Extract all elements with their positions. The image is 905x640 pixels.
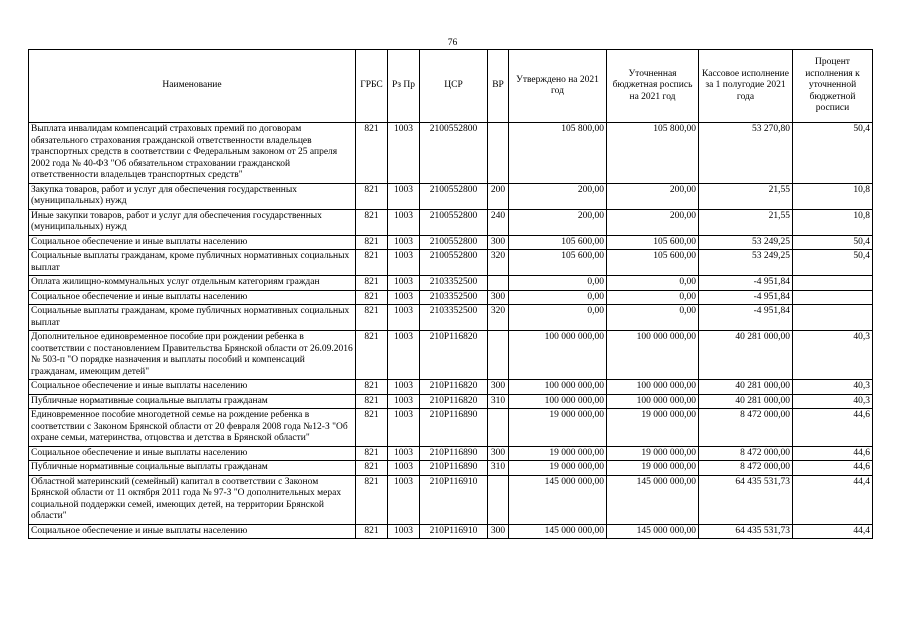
- cell-csr: 210P116820: [420, 394, 488, 409]
- cell-approved: 105 600,00: [509, 250, 607, 276]
- cell-rzpr: 1003: [388, 235, 420, 250]
- cell-approved: 100 000 000,00: [509, 394, 607, 409]
- cell-refined: 19 000 000,00: [607, 446, 699, 461]
- cell-rzpr: 1003: [388, 380, 420, 395]
- cell-cash: 8 472 000,00: [699, 446, 793, 461]
- table-row: [29, 235, 873, 250]
- cell-csr: 210P116910: [420, 524, 488, 539]
- cell-csr: 2103352500: [420, 290, 488, 305]
- cell-cash: 40 281 000,00: [699, 331, 793, 380]
- table-row: [29, 475, 873, 524]
- cell-approved: 0,00: [509, 290, 607, 305]
- table-row: [29, 276, 873, 291]
- cell-vr: [488, 409, 509, 447]
- cell-grbs: 821: [356, 475, 388, 524]
- cell-csr: 210P116890: [420, 461, 488, 476]
- cell-name: Социальное обеспечение и иные выплаты населению: [29, 446, 356, 461]
- table-row: [29, 380, 873, 395]
- cell-cash: 8 472 000,00: [699, 409, 793, 447]
- cell-refined: 0,00: [607, 290, 699, 305]
- cell-name: Социальное обеспечение и иные выплаты населению: [29, 524, 356, 539]
- cell-name: Закупка товаров, работ и услуг для обеспечения государственных (муниципальных) нужд: [29, 183, 356, 209]
- cell-cash: 40 281 000,00: [699, 394, 793, 409]
- cell-rzpr: 1003: [388, 446, 420, 461]
- cell-approved: 145 000 000,00: [509, 475, 607, 524]
- cell-cash: 8 472 000,00: [699, 461, 793, 476]
- cell-name: Дополнительное единовременное пособие при рождении ребенка в соответствии с постановлением Правительства Брянской области от 26.09.2016 № 503-п "О порядке назначения и выплаты пособий и компенсаций гражданам, имеющим детей": [29, 331, 356, 380]
- cell-grbs: 821: [356, 446, 388, 461]
- cell-cash: -4 951,84: [699, 305, 793, 331]
- table-row: [29, 331, 873, 380]
- cell-approved: 19 000 000,00: [509, 461, 607, 476]
- cell-refined: 100 000 000,00: [607, 394, 699, 409]
- cell-approved: 100 000 000,00: [509, 331, 607, 380]
- cell-name: Социальное обеспечение и иные выплаты населению: [29, 290, 356, 305]
- cell-name: Социальные выплаты гражданам, кроме публичных нормативных социальных выплат: [29, 250, 356, 276]
- table-row: [29, 183, 873, 209]
- cell-percent: [793, 276, 873, 291]
- cell-approved: 100 000 000,00: [509, 380, 607, 395]
- cell-percent: 40,3: [793, 394, 873, 409]
- cell-rzpr: 1003: [388, 250, 420, 276]
- cell-vr: [488, 123, 509, 184]
- cell-name: Выплата инвалидам компенсаций страховых премий по договорам обязательного страхования гражданской ответственности владельцев транспортных средств в соответствии с Федеральным законом от 25 апреля 2002 года № 40-ФЗ "Об обязательном страховании гражданской ответственности владельцев транспортных средств": [29, 123, 356, 184]
- table-row: [29, 394, 873, 409]
- cell-csr: 2103352500: [420, 305, 488, 331]
- table-row: [29, 123, 873, 184]
- cell-approved: 19 000 000,00: [509, 446, 607, 461]
- cell-name: Социальное обеспечение и иные выплаты населению: [29, 380, 356, 395]
- cell-csr: 210P116890: [420, 409, 488, 447]
- header-vr: ВР: [488, 50, 509, 123]
- cell-csr: 2100552800: [420, 250, 488, 276]
- cell-csr: 210P116820: [420, 331, 488, 380]
- budget-execution-table: [28, 49, 873, 539]
- cell-refined: 200,00: [607, 183, 699, 209]
- header-cash: Кассовое исполнение за 1 полугодие 2021 года: [699, 50, 793, 123]
- cell-refined: 200,00: [607, 209, 699, 235]
- header-name: Наименование: [29, 50, 356, 123]
- cell-refined: 100 000 000,00: [607, 331, 699, 380]
- cell-grbs: 821: [356, 276, 388, 291]
- cell-rzpr: 1003: [388, 209, 420, 235]
- header-csr: ЦСР: [420, 50, 488, 123]
- cell-refined: 105 600,00: [607, 235, 699, 250]
- cell-refined: 145 000 000,00: [607, 524, 699, 539]
- cell-name: Социальные выплаты гражданам, кроме публичных нормативных социальных выплат: [29, 305, 356, 331]
- cell-vr: 310: [488, 461, 509, 476]
- cell-percent: 44,6: [793, 461, 873, 476]
- cell-refined: 19 000 000,00: [607, 461, 699, 476]
- header-approved: Утверждено на 2021 год: [509, 50, 607, 123]
- cell-rzpr: 1003: [388, 183, 420, 209]
- cell-vr: 300: [488, 290, 509, 305]
- cell-grbs: 821: [356, 305, 388, 331]
- cell-approved: 145 000 000,00: [509, 524, 607, 539]
- cell-refined: 19 000 000,00: [607, 409, 699, 447]
- cell-rzpr: 1003: [388, 475, 420, 524]
- cell-grbs: 821: [356, 183, 388, 209]
- table-row: [29, 305, 873, 331]
- cell-name: Публичные нормативные социальные выплаты гражданам: [29, 461, 356, 476]
- cell-vr: [488, 331, 509, 380]
- cell-csr: 210P116890: [420, 446, 488, 461]
- cell-cash: -4 951,84: [699, 290, 793, 305]
- cell-vr: 300: [488, 380, 509, 395]
- cell-approved: 0,00: [509, 276, 607, 291]
- cell-refined: 0,00: [607, 305, 699, 331]
- cell-cash: 53 249,25: [699, 250, 793, 276]
- cell-vr: [488, 276, 509, 291]
- cell-name: Оплата жилищно-коммунальных услуг отдельным категориям граждан: [29, 276, 356, 291]
- cell-cash: 64 435 531,73: [699, 475, 793, 524]
- header-grbs: ГРБС: [356, 50, 388, 123]
- cell-cash: 40 281 000,00: [699, 380, 793, 395]
- cell-approved: 0,00: [509, 305, 607, 331]
- cell-vr: 240: [488, 209, 509, 235]
- cell-percent: 40,3: [793, 380, 873, 395]
- cell-refined: 145 000 000,00: [607, 475, 699, 524]
- cell-rzpr: 1003: [388, 461, 420, 476]
- cell-percent: 44,4: [793, 524, 873, 539]
- cell-vr: 320: [488, 305, 509, 331]
- cell-csr: 210P116910: [420, 475, 488, 524]
- cell-refined: 105 800,00: [607, 123, 699, 184]
- header-rzpr: Рз Пр: [388, 50, 420, 123]
- cell-vr: 300: [488, 524, 509, 539]
- table-row: [29, 461, 873, 476]
- cell-approved: 19 000 000,00: [509, 409, 607, 447]
- cell-percent: [793, 290, 873, 305]
- cell-grbs: 821: [356, 380, 388, 395]
- cell-csr: 2100552800: [420, 235, 488, 250]
- cell-grbs: 821: [356, 331, 388, 380]
- cell-grbs: 821: [356, 250, 388, 276]
- cell-name: Публичные нормативные социальные выплаты гражданам: [29, 394, 356, 409]
- cell-grbs: 821: [356, 394, 388, 409]
- cell-percent: 50,4: [793, 250, 873, 276]
- table-row: [29, 409, 873, 447]
- table-row: [29, 250, 873, 276]
- cell-approved: 200,00: [509, 183, 607, 209]
- cell-percent: 44,6: [793, 409, 873, 447]
- cell-name: Иные закупки товаров, работ и услуг для обеспечения государственных (муниципальных) нужд: [29, 209, 356, 235]
- cell-vr: 310: [488, 394, 509, 409]
- cell-name: Единовременное пособие многодетной семье на рождение ребенка в соответствии с Законом Брянской области от 20 февраля 2008 года №12-З "Об охране семьи, материнства, отцовства и детства в Брянской области": [29, 409, 356, 447]
- cell-vr: 320: [488, 250, 509, 276]
- cell-cash: 53 270,80: [699, 123, 793, 184]
- cell-approved: 105 800,00: [509, 123, 607, 184]
- cell-name: Областной материнский (семейный) капитал в соответствии с Законом Брянской области от 11 октября 2011 года № 97-З "О дополнительных мерах социальной поддержки семей, имеющих детей, на территории Брянской области": [29, 475, 356, 524]
- cell-grbs: 821: [356, 235, 388, 250]
- cell-grbs: 821: [356, 524, 388, 539]
- table-row: [29, 524, 873, 539]
- cell-grbs: 821: [356, 123, 388, 184]
- cell-csr: 2100552800: [420, 123, 488, 184]
- cell-rzpr: 1003: [388, 331, 420, 380]
- cell-percent: 50,4: [793, 123, 873, 184]
- cell-vr: 300: [488, 446, 509, 461]
- cell-csr: 2103352500: [420, 276, 488, 291]
- cell-cash: -4 951,84: [699, 276, 793, 291]
- table-header-row: [29, 50, 873, 123]
- cell-grbs: 821: [356, 409, 388, 447]
- table-row: [29, 209, 873, 235]
- cell-refined: 105 600,00: [607, 250, 699, 276]
- cell-rzpr: 1003: [388, 123, 420, 184]
- cell-approved: 105 600,00: [509, 235, 607, 250]
- cell-rzpr: 1003: [388, 276, 420, 291]
- cell-grbs: 821: [356, 461, 388, 476]
- cell-percent: 50,4: [793, 235, 873, 250]
- cell-approved: 200,00: [509, 209, 607, 235]
- cell-percent: 44,4: [793, 475, 873, 524]
- cell-grbs: 821: [356, 209, 388, 235]
- table-row: [29, 446, 873, 461]
- cell-refined: 0,00: [607, 276, 699, 291]
- cell-rzpr: 1003: [388, 524, 420, 539]
- table-row: [29, 290, 873, 305]
- cell-rzpr: 1003: [388, 305, 420, 331]
- page-number: 76: [447, 38, 458, 48]
- cell-refined: 100 000 000,00: [607, 380, 699, 395]
- cell-grbs: 821: [356, 290, 388, 305]
- cell-rzpr: 1003: [388, 290, 420, 305]
- cell-percent: 40,3: [793, 331, 873, 380]
- cell-percent: 44,6: [793, 446, 873, 461]
- cell-rzpr: 1003: [388, 409, 420, 447]
- cell-cash: 21,55: [699, 183, 793, 209]
- cell-vr: [488, 475, 509, 524]
- cell-cash: 21,55: [699, 209, 793, 235]
- cell-rzpr: 1003: [388, 394, 420, 409]
- cell-vr: 300: [488, 235, 509, 250]
- cell-name: Социальное обеспечение и иные выплаты населению: [29, 235, 356, 250]
- cell-csr: 210P116820: [420, 380, 488, 395]
- cell-percent: 10,8: [793, 209, 873, 235]
- cell-csr: 2100552800: [420, 183, 488, 209]
- cell-percent: [793, 305, 873, 331]
- cell-percent: 10,8: [793, 183, 873, 209]
- header-refined: Уточненная бюджетная роспись на 2021 год: [607, 50, 699, 123]
- cell-vr: 200: [488, 183, 509, 209]
- cell-cash: 64 435 531,73: [699, 524, 793, 539]
- cell-cash: 53 249,25: [699, 235, 793, 250]
- header-percent: Процент исполнения к уточненной бюджетной росписи: [793, 50, 873, 123]
- cell-csr: 2100552800: [420, 209, 488, 235]
